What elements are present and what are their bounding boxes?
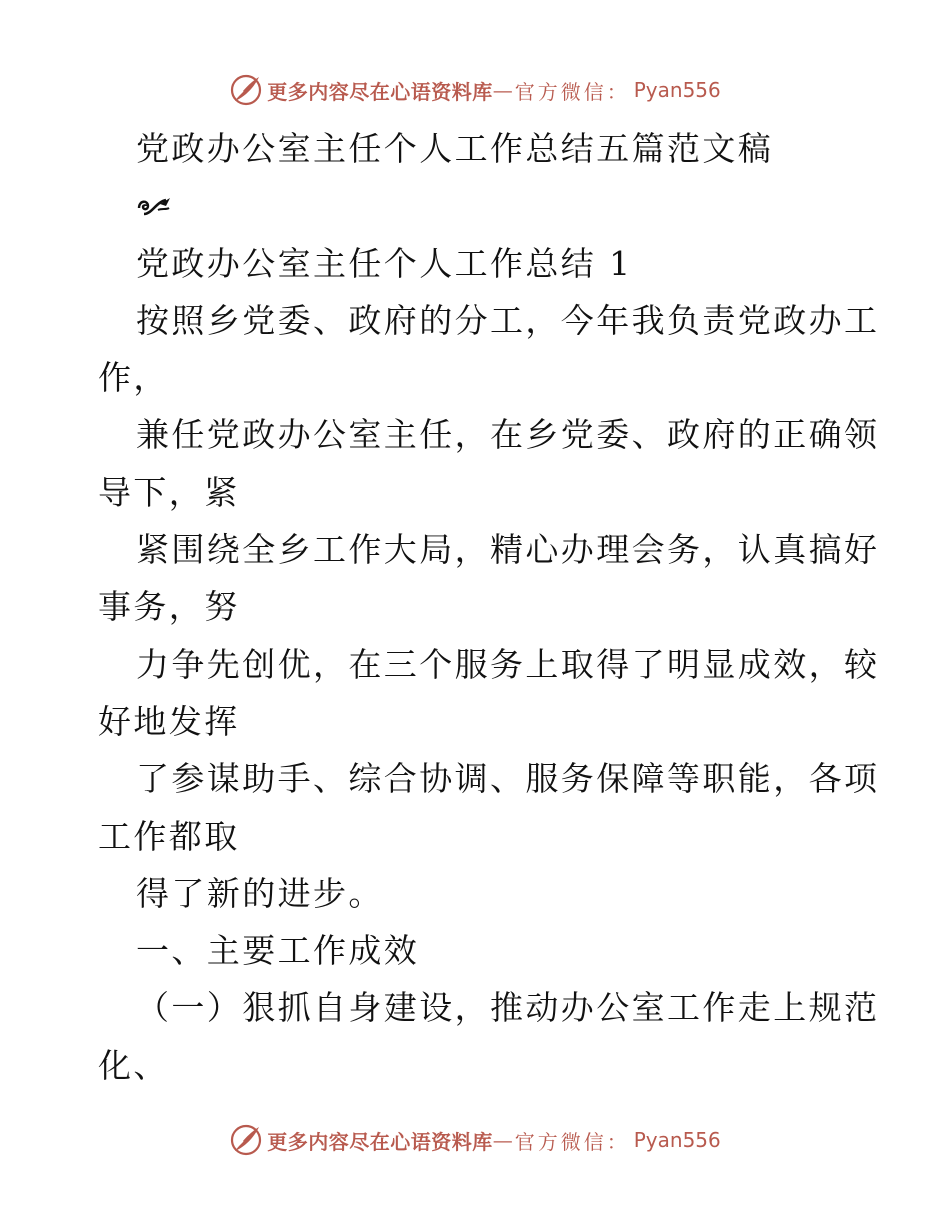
- paragraph-line: 作，: [98, 358, 169, 398]
- paragraph-line: 事务，努: [98, 587, 240, 627]
- subsection-item: （一）狠抓自身建设，推动办公室工作走上规范: [136, 988, 880, 1028]
- paragraph-line: 得了新的进步。: [136, 873, 384, 913]
- quill-logo-icon: [229, 1123, 263, 1157]
- quill-logo-icon: [229, 73, 263, 107]
- paragraph-line: 工作都取: [98, 816, 240, 856]
- paragraph-line: 导下，紧: [98, 472, 240, 512]
- paragraph-line: 了参谋助手、综合协调、服务保障等职能，各项: [136, 759, 880, 799]
- document-title: 党政办公室主任个人工作总结五篇范文稿: [136, 129, 774, 168]
- banner-slogan: 更多内容尽在心语资料库: [267, 79, 493, 104]
- paragraph-line: 按照乡党委、政府的分工，今年我负责党政办工: [136, 300, 880, 340]
- paragraph-line: 兼任党政办公室主任，在乡党委、政府的正确领: [136, 415, 880, 455]
- banner-account-id: Pyan556: [633, 78, 721, 102]
- banner-separator: —: [492, 1128, 513, 1152]
- banner-account-id: Pyan556: [633, 1128, 721, 1152]
- banner-official-label: 官方微信：: [514, 79, 630, 104]
- document-body: [98, 120, 880, 1094]
- section-heading: 党政办公室主任个人工作总结 1: [136, 243, 633, 283]
- title-ornament: [98, 177, 858, 234]
- paragraph-line: 好地发挥: [98, 701, 240, 741]
- paragraph-line: 化、: [98, 1045, 169, 1085]
- header-banner: [0, 70, 950, 110]
- banner-separator: —: [492, 78, 513, 102]
- scroll-ornament-icon: [136, 194, 172, 218]
- paragraph-line: 紧围绕全乡工作大局，精心办理会务，认真搞好: [136, 530, 880, 570]
- paragraph-line: 力争先创优，在三个服务上取得了明显成效，较: [136, 644, 880, 684]
- footer-banner: [0, 1120, 950, 1160]
- subsection-heading: 一、主要工作成效: [136, 931, 420, 971]
- banner-official-label: 官方微信：: [514, 1129, 630, 1154]
- banner-slogan: 更多内容尽在心语资料库: [267, 1129, 493, 1154]
